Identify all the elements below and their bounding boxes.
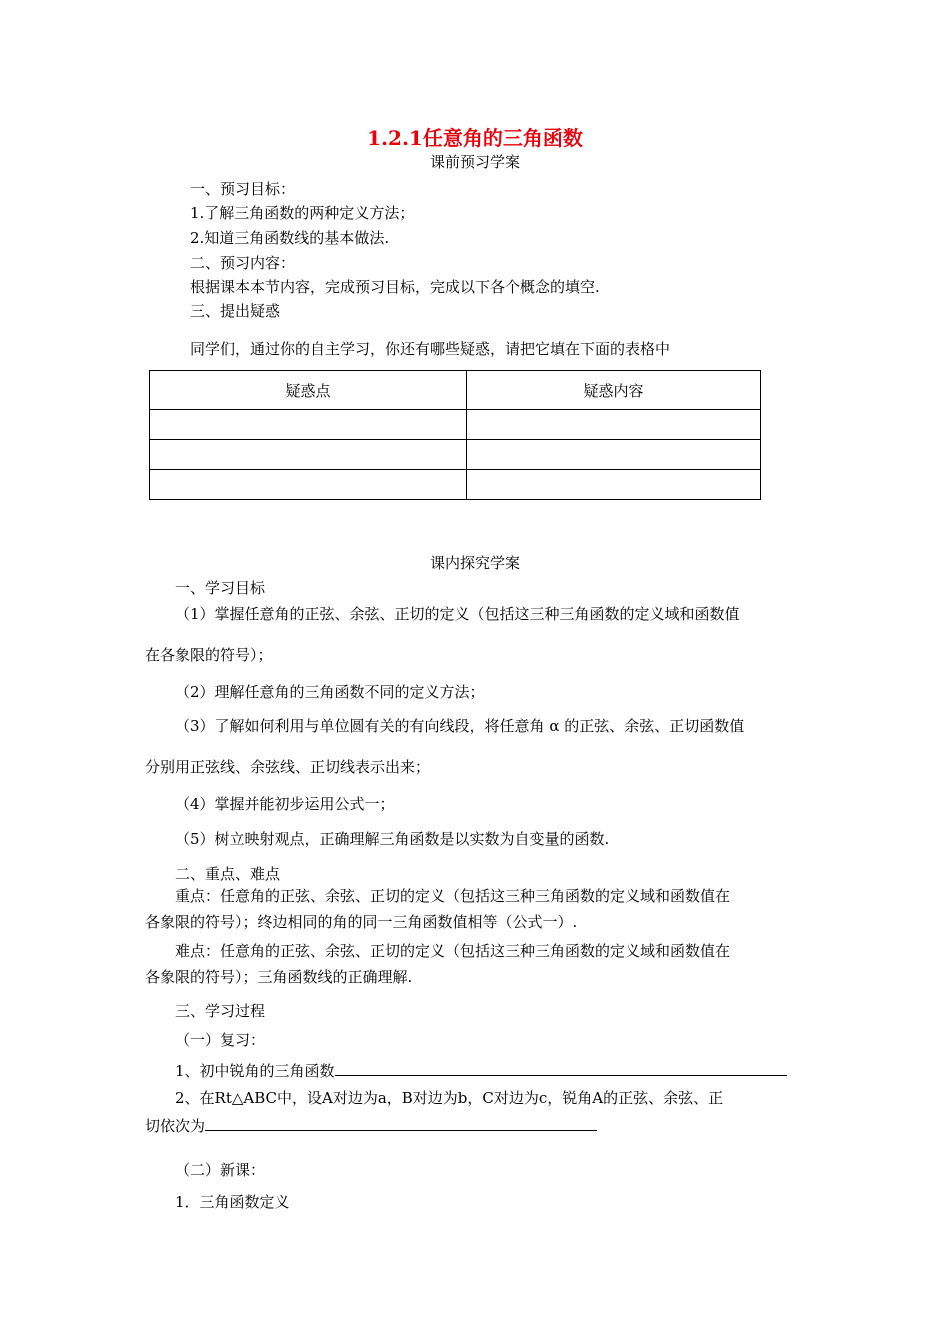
objective-5: （5）树立映射观点，正确理解三角函数是以实数为自变量的函数. <box>175 830 610 848</box>
preview-section-2: 二、预习内容： <box>190 254 296 272</box>
question-2-text: 切依次为 <box>145 1117 206 1135</box>
doubt-table <box>149 370 761 500</box>
review-heading: （一）复习： <box>175 1031 266 1049</box>
table-header-doubt-content: 疑惑内容 <box>467 371 761 410</box>
objective-4: （4）掌握并能初步运用公式一； <box>175 795 395 813</box>
inclass-section-2: 二、重点、难点 <box>175 865 281 883</box>
table-row <box>150 440 761 470</box>
document-title: 1.2.1任意角的三角函数 <box>367 126 583 150</box>
inclass-section-1: 一、学习目标 <box>175 579 266 597</box>
new-lesson-heading: （二）新课： <box>175 1161 266 1179</box>
table-cell[interactable] <box>467 440 761 470</box>
key-point-line-1: 重点：任意角的正弦、余弦、正切的定义（包括这三种三角函数的定义域和函数值在 <box>175 887 731 905</box>
inclass-heading: 课内探究学案 <box>429 554 520 572</box>
preview-section-1: 一、预习目标： <box>190 180 296 198</box>
table-cell[interactable] <box>150 440 467 470</box>
question-1 <box>175 1059 787 1081</box>
table-row <box>150 470 761 500</box>
preview-heading: 课前预习学案 <box>429 153 520 171</box>
answer-blank-2[interactable] <box>205 1114 597 1131</box>
table-header-doubt-point: 疑惑点 <box>150 371 467 410</box>
table-cell[interactable] <box>150 470 467 500</box>
key-point-line-2: 各象限的符号）；终边相同的角的同一三角函数值相等（公式一）. <box>145 913 578 931</box>
preview-goal-1: 1.了解三角函数的两种定义方法； <box>190 204 415 222</box>
preview-goal-2: 2.知道三角函数线的基本做法. <box>190 229 390 247</box>
definition-heading: 1．三角函数定义 <box>175 1193 290 1211</box>
answer-blank-1[interactable] <box>335 1059 787 1076</box>
question-2-line-1: 2、在Rt△ABC中，设A对边为a，B对边为b，C对边为c，锐角A的正弦、余弦、正 <box>175 1089 724 1107</box>
table-cell[interactable] <box>467 410 761 440</box>
question-2-line-2 <box>145 1114 597 1136</box>
preview-section-3: 三、提出疑惑 <box>190 302 281 320</box>
table-cell[interactable] <box>467 470 761 500</box>
table-row <box>150 410 761 440</box>
preview-intro: 同学们，通过你的自主学习，你还有哪些疑惑，请把它填在下面的表格中 <box>190 340 671 358</box>
preview-content: 根据课本本节内容，完成预习目标，完成以下各个概念的填空. <box>190 278 600 296</box>
objective-2: （2）理解任意角的三角函数不同的定义方法； <box>175 683 485 701</box>
difficult-point-line-2: 各象限的符号）；三角函数线的正确理解. <box>145 968 413 986</box>
question-1-text: 1、初中锐角的三角函数 <box>175 1062 335 1080</box>
table-cell[interactable] <box>150 410 467 440</box>
inclass-section-3: 三、学习过程 <box>175 1002 266 1020</box>
objective-3-line-2: 分别用正弦线、余弦线、正切线表示出来； <box>145 758 431 776</box>
objective-1-line-1: （1）掌握任意角的正弦、余弦、正切的定义（包括这三种三角函数的定义域和函数值 <box>175 605 740 623</box>
objective-3-line-1: （3）了解如何利用与单位圆有关的有向线段，将任意角 α 的正弦、余弦、正切函数值 <box>175 717 745 735</box>
difficult-point-line-1: 难点：任意角的正弦、余弦、正切的定义（包括这三种三角函数的定义域和函数值在 <box>175 942 731 960</box>
objective-1-line-2: 在各象限的符号）； <box>145 646 273 664</box>
